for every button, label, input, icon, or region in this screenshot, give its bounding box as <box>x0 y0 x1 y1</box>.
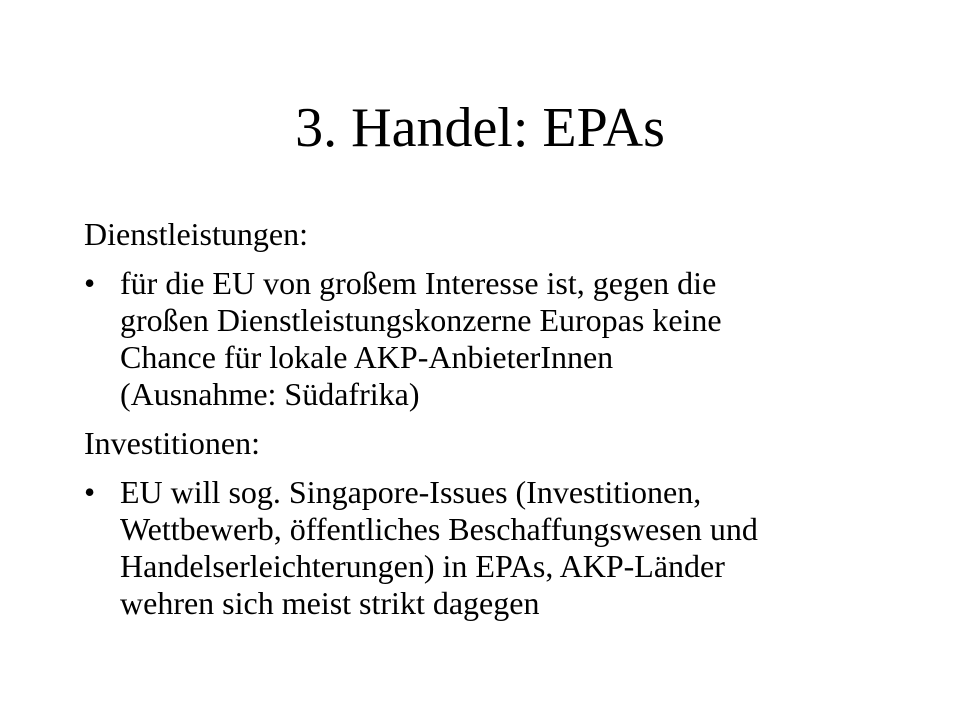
bullet-investitionen <box>84 474 884 622</box>
bullet-line: EU will sog. Singapore-Issues (Investitionen, <box>120 474 702 510</box>
bullet-line: (Ausnahme: Südafrika) <box>120 376 420 412</box>
bullet-dienstleistungen <box>84 265 884 413</box>
bullet-line: Wettbewerb, öffentliches Beschaffungswesen und <box>120 511 758 547</box>
section-heading-investitionen: Investitionen: <box>84 425 260 461</box>
bullet-line: für die EU von großem Interesse ist, gegen die <box>120 265 717 301</box>
bullet-marker: • <box>84 265 96 301</box>
bullet-line: Chance für lokale AKP-AnbieterInnen <box>120 339 614 375</box>
bullet-line: wehren sich meist strikt dagegen <box>120 585 540 621</box>
bullet-line: Handelserleichterungen) in EPAs, AKP-Länder <box>120 548 725 584</box>
slide-body <box>84 216 884 634</box>
slide-title: 3. Handel: EPAs <box>295 97 665 159</box>
section-heading-dienstleistungen: Dienstleistungen: <box>84 216 308 252</box>
bullet-line: großen Dienstleistungskonzerne Europas keine <box>120 302 722 338</box>
bullet-marker: • <box>84 474 96 510</box>
